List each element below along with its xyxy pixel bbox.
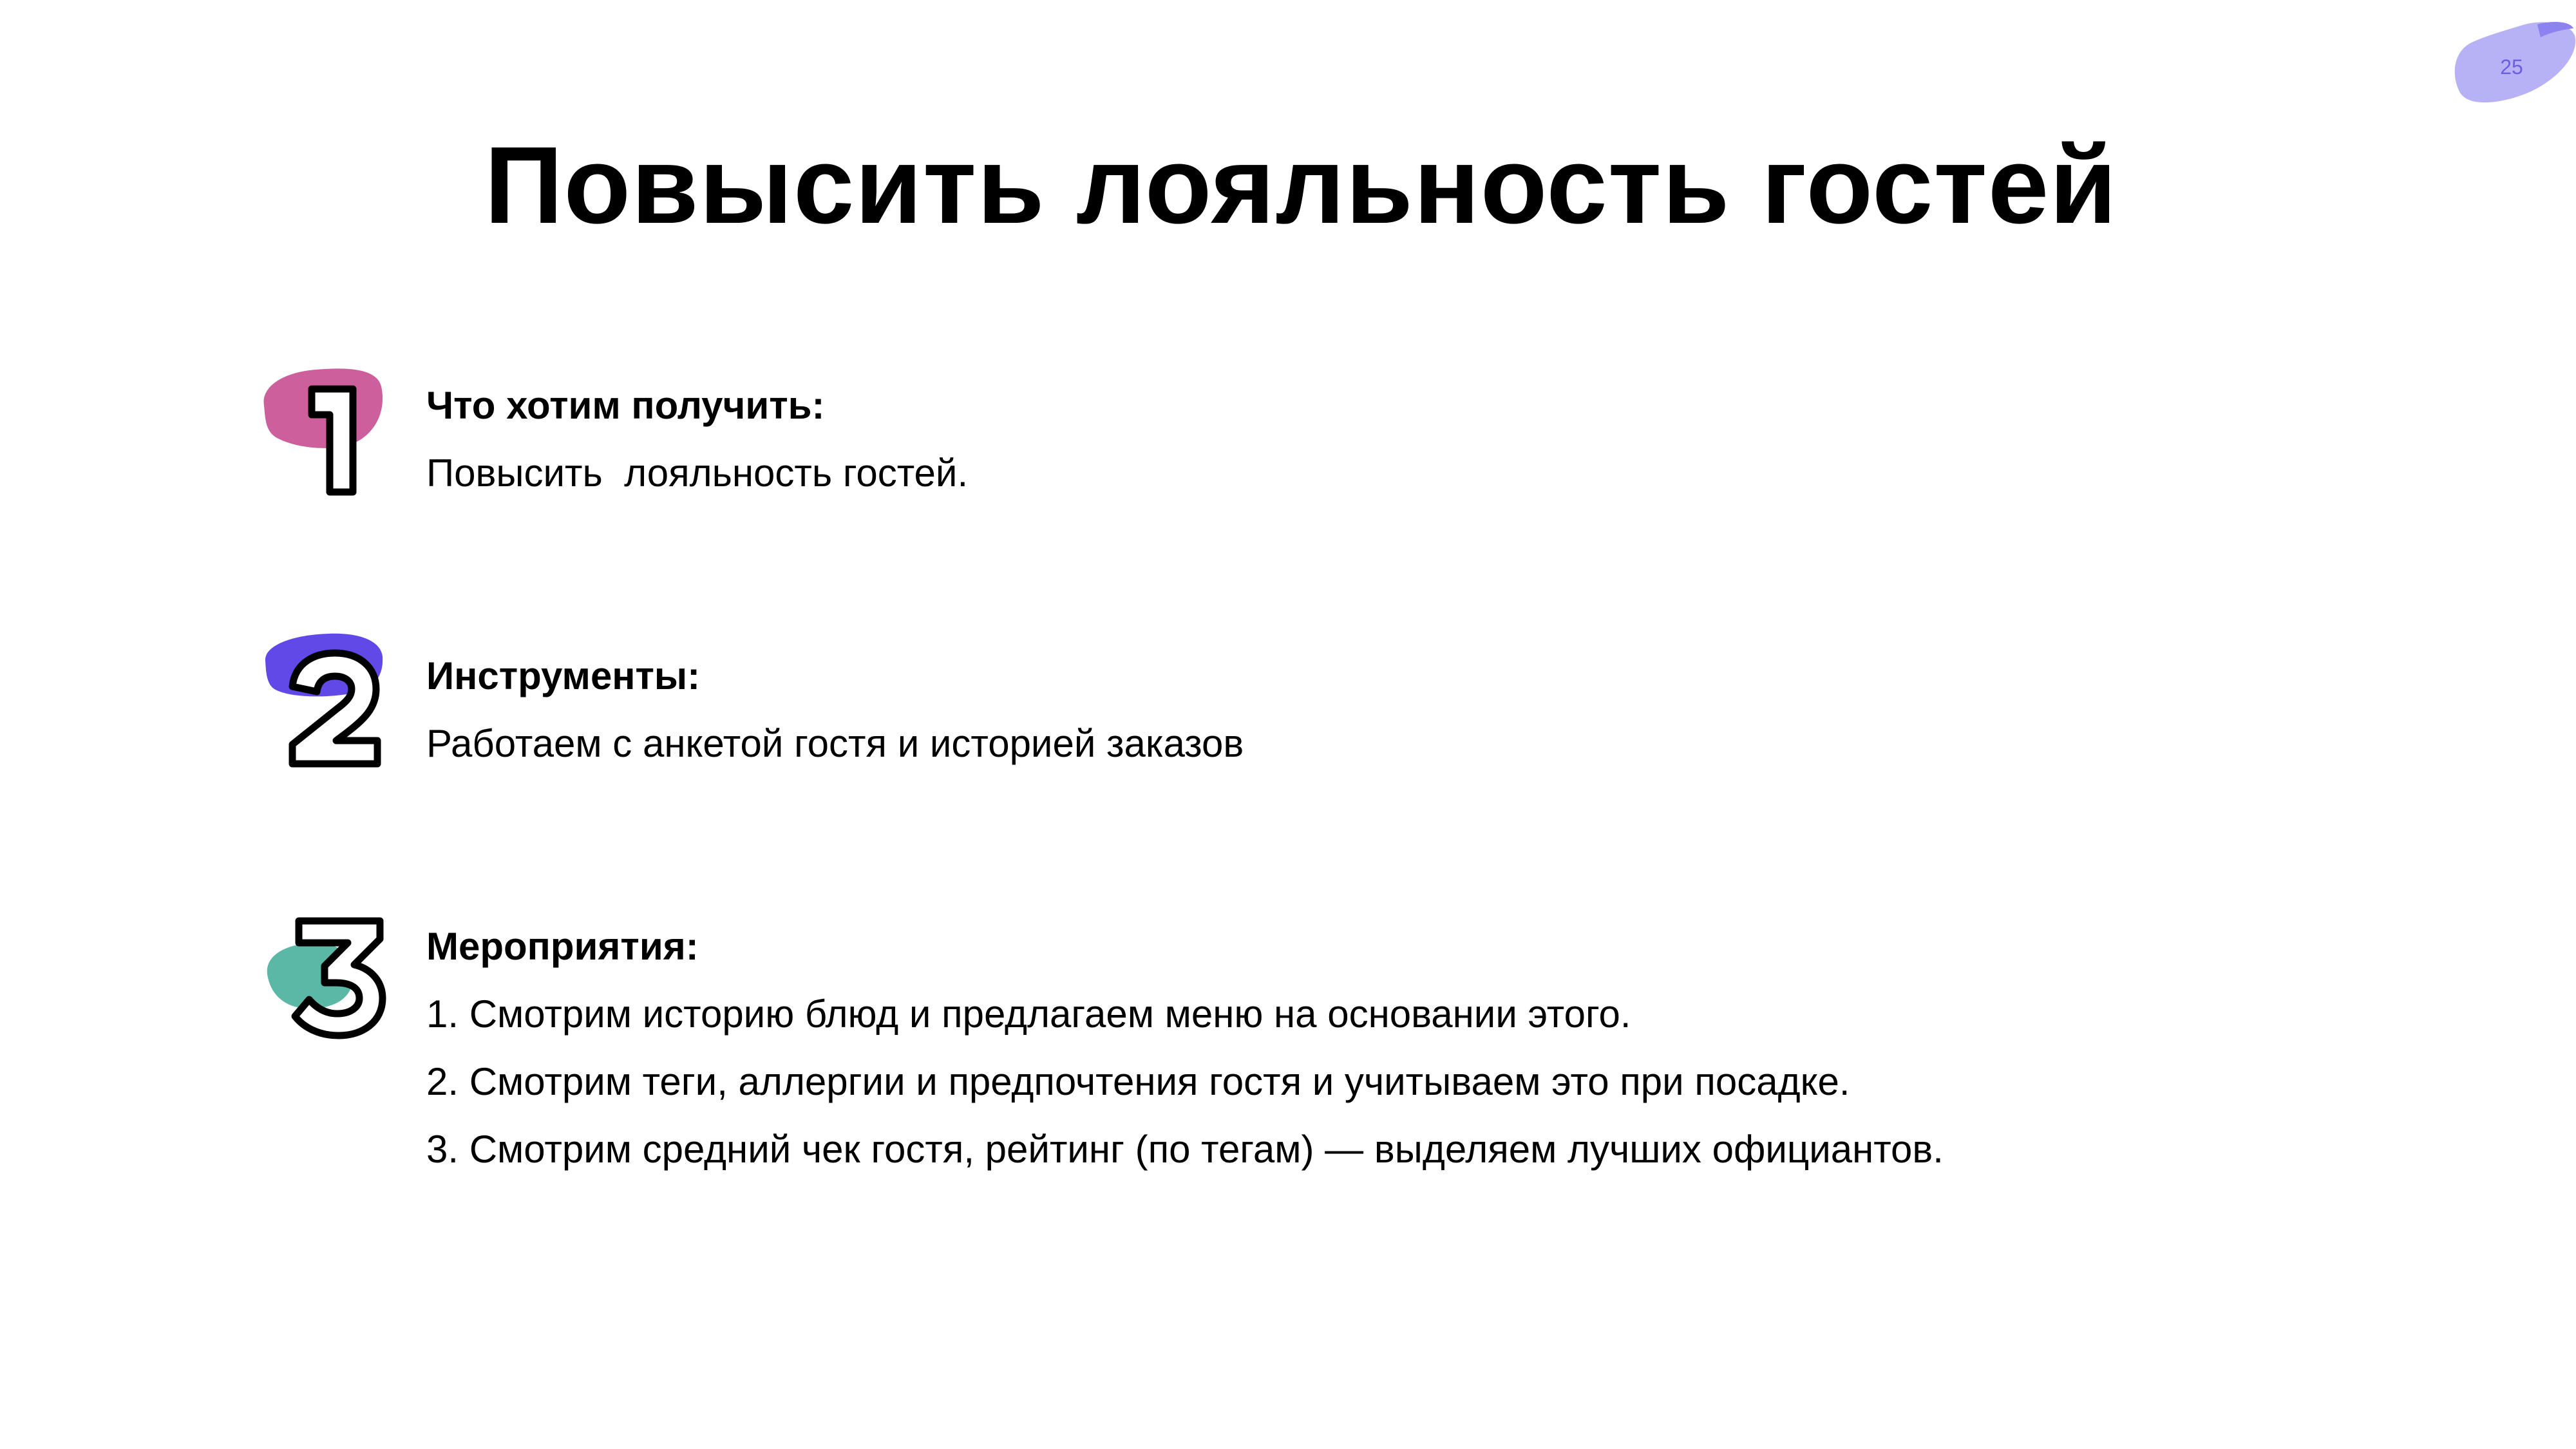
page-title: Повысить лояльность гостей: [484, 124, 2117, 247]
section-tools-heading: Инструменты:: [426, 654, 701, 697]
section-actions-text: [426, 921, 2423, 1191]
section-actions-line-3: 3. Смотрим средний чек гостя, рейтинг (по тегам) — выделяем лучших официантов.: [426, 1128, 1944, 1171]
section-goal-line: Повысить лояльность гостей.: [426, 451, 969, 495]
section-actions-line-1: 1. Смотрим историю блюд и предлагаем меню на основании этого.: [426, 992, 1631, 1036]
number-two-icon: [258, 631, 412, 786]
section-goal-text: [426, 380, 2423, 515]
section-tools-line: Работаем с анкетой гостя и историей заказов: [426, 722, 1244, 765]
section-tools-text: [426, 650, 2423, 786]
section-actions-heading: Мероприятия:: [426, 925, 699, 968]
page-number: 25: [2500, 55, 2523, 79]
number-three-icon: [258, 902, 412, 1056]
number-one-icon: [258, 361, 412, 515]
section-goal-heading: Что хотим получить:: [426, 384, 825, 427]
page-number-badge: [2447, 19, 2576, 116]
section-actions-line-2: 2. Смотрим теги, аллергии и предпочтения гостя и учитываем это при посадке.: [426, 1060, 1850, 1103]
